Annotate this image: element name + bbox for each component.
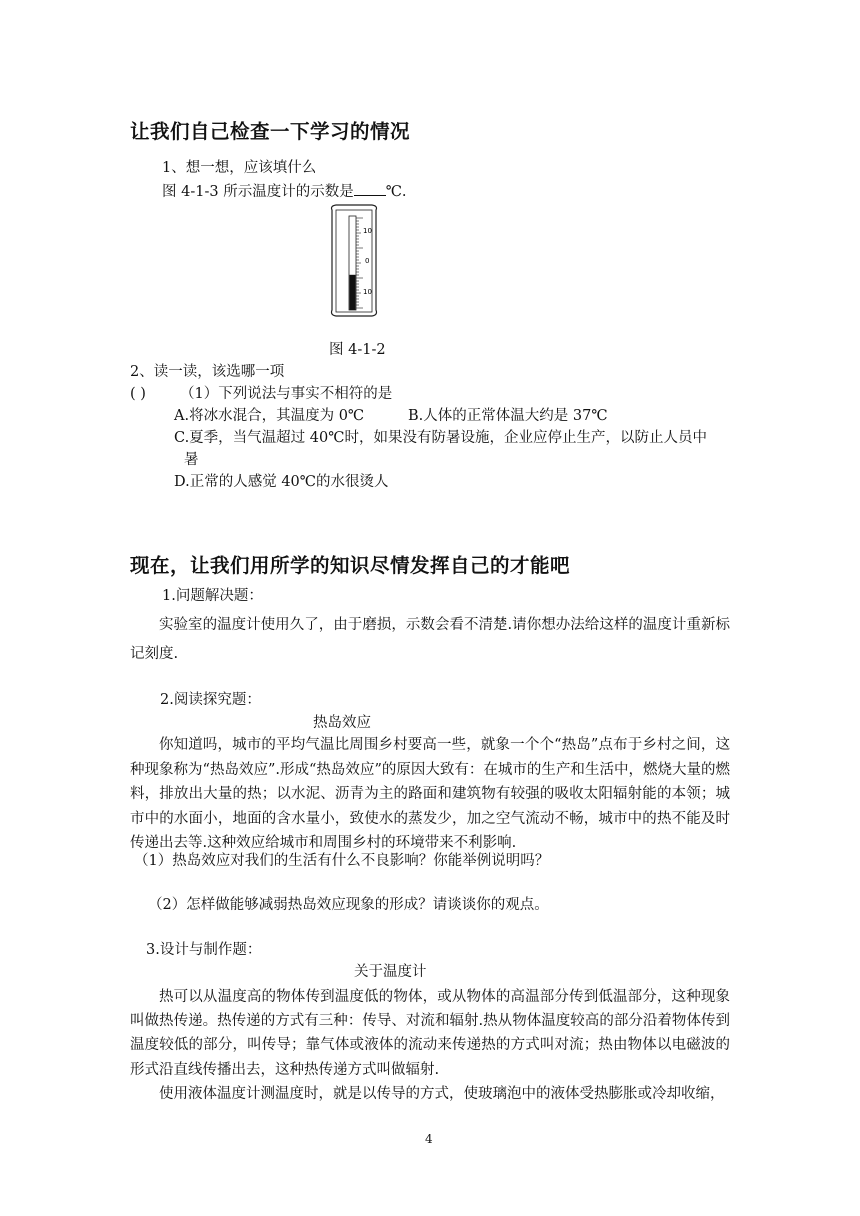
- problem2-title: 2.阅读探究题：: [160, 692, 261, 708]
- option-a: A.将冰水混合，其温度为 0℃: [174, 408, 365, 424]
- option-b: B.人体的正常体温大约是 37℃: [408, 408, 608, 424]
- q1-text: [162, 181, 407, 202]
- figure-caption: 图 4-1-2: [329, 342, 386, 358]
- article2-title: 关于温度计: [354, 964, 427, 980]
- answer-blank: [354, 181, 386, 196]
- tick-label-bottom: 10: [363, 288, 372, 296]
- q1-text-before: 图 4-1-3 所示温度计的示数是: [162, 184, 354, 200]
- q2-answer-paren: ( ): [130, 386, 146, 402]
- tick-label-middle: 0: [365, 257, 370, 265]
- article1-title: 热岛效应: [313, 715, 371, 731]
- problem2-question2: （2）怎样做能够减弱热岛效应现象的形成？请谈谈你的观点。: [148, 897, 549, 913]
- q1-title: 1、想一想，应该填什么: [162, 160, 317, 176]
- problem2-question1: （1）热岛效应对我们的生活有什么不良影响？你能举例说明吗？: [134, 853, 550, 869]
- q1-text-after: ℃.: [385, 184, 407, 200]
- option-c-line2: 暑: [184, 452, 199, 468]
- q2-title: 2、读一读，该选哪一项: [130, 364, 285, 380]
- page-number: 4: [425, 1132, 433, 1146]
- option-d: D.正常的人感觉 40℃的水很烫人: [174, 474, 389, 490]
- article2-last-line: 使用液体温度计测温度时，就是以传导的方式，使玻璃泡中的液体受热膨胀或冷却收缩，: [159, 1086, 725, 1102]
- section1-heading: 让我们自己检查一下学习的情况: [130, 120, 411, 143]
- problem3-title: 3.设计与制作题：: [146, 942, 262, 958]
- q2-stem: （1）下列说法与事实不相符的是: [180, 386, 393, 402]
- article1-text: 你知道吗，城市的平均气温比周围乡村要高一些，就象一个个“热岛”点布于乡村之间，这种现象称为“热岛效应”.形成“热岛效应”的原因大致有：在城市的生产和生活中，燃烧大量的燃料，排放出大量的热；以水泥、沥青为主的路面和建筑物有较强的吸收太阳辐射能的本领；城市中的水面小，地面的含水量小，致使水的蒸发少，加之空气流动不畅，城市中的热不能及时传递出去等.这种效应给城市和周围乡村的环境带来不利影响.: [130, 737, 730, 852]
- thermometer-figure: [328, 204, 380, 318]
- article2-text: 热可以从温度高的物体传到温度低的物体，或从物体的高温部分传到低温部分，这种现象叫做热传递。热传递的方式有三种：传导、对流和辐射.热从物体温度较高的部分沿着物体传到温度较低的部分，叫传导；靠气体或液体的流动来传递热的方式叫对流；热由物体以电磁波的形式沿直线传播出去，这种热传递方式叫做辐射.: [130, 989, 730, 1078]
- section2-heading: 现在，让我们用所学的知识尽情发挥自己的才能吧: [130, 554, 571, 577]
- option-c-line1: C.夏季，当气温超过 40℃时，如果没有防暑设施，企业应停止生产，以防止人员中: [174, 430, 707, 446]
- problem1-title: 1.问题解决题：: [162, 588, 263, 604]
- tick-label-top: 10: [363, 227, 372, 235]
- problem1-text: 实验室的温度计使用久了，由于磨损，示数会看不清楚.请你想办法给这样的温度计重新标记刻度.: [130, 617, 730, 662]
- thermometer-liquid: [350, 275, 356, 310]
